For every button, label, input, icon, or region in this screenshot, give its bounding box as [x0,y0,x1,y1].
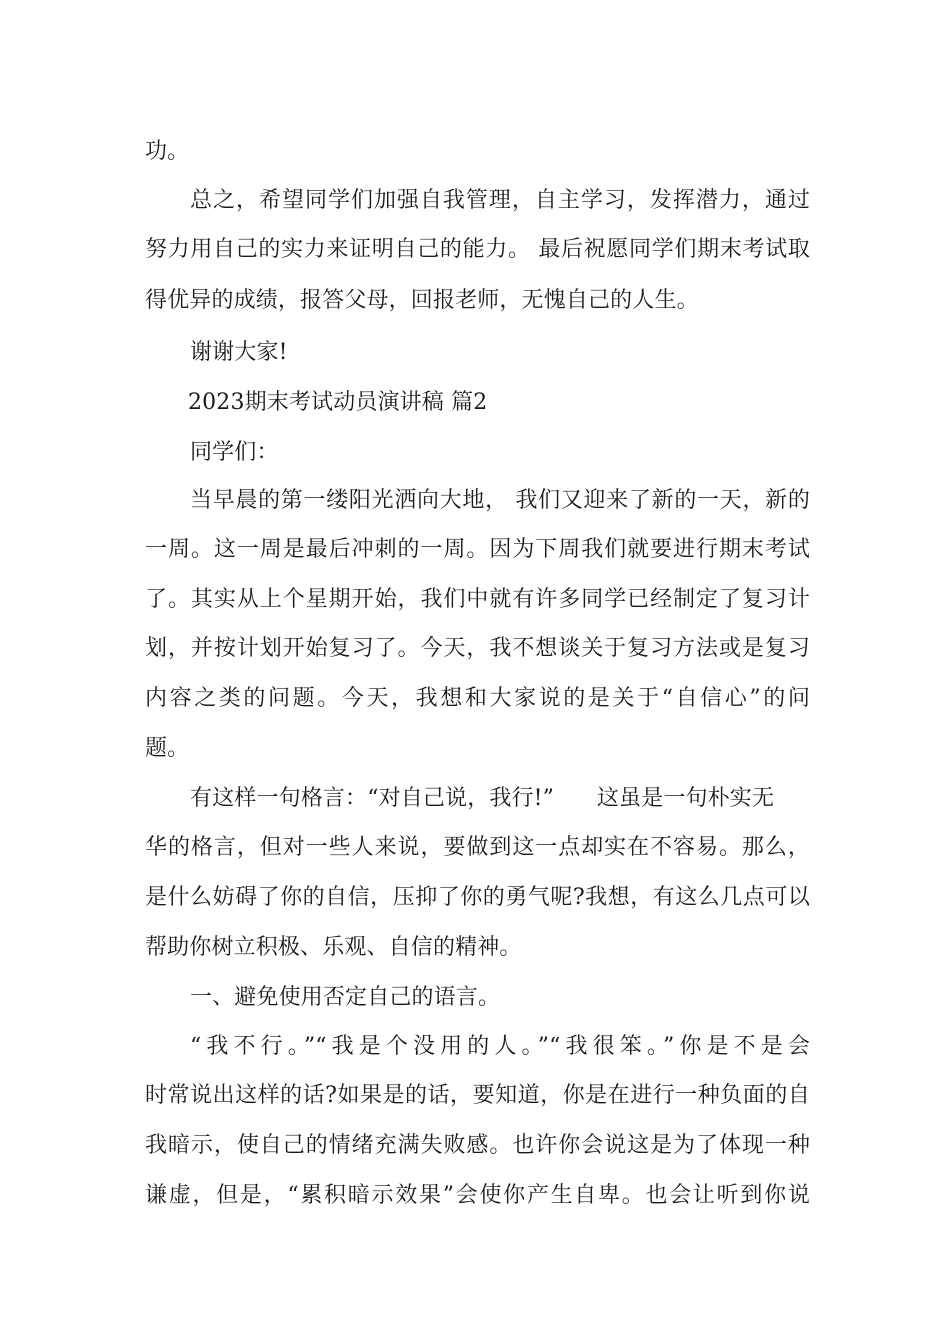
paragraph-line: 总之，希望同学们加强自我管理，自主学习，发挥潜力，通过 [190,188,810,213]
salutation: 同学们： [190,440,279,465]
subheading: 一、避免使用否定自己的语言。 [190,985,501,1010]
paragraph-line: 内容之类的问题。今天，我想和大家说的是关于“自信心”的问 [145,686,810,711]
paragraph-line: 得优异的成绩，报答父母，回报老师，无愧自己的人生。 [145,288,699,313]
paragraph-line: 谦虚，但是，“累积暗示效果”会使你产生自卑。也会让听到你说 [145,1183,810,1208]
paragraph-line: 划，并按计划开始复习了。今天，我不想谈关于复习方法或是复习 [145,636,810,661]
paragraph-line: 我暗示，使自己的情绪充满失败感。也许你会说这是为了体现一种 [145,1133,810,1158]
paragraph-line: 题。 [145,736,190,761]
paragraph-line: 了。其实从上个星期开始，我们中就有许多同学已经制定了复习计 [145,587,810,612]
paragraph-line: 帮助你树立积极、乐观、自信的精神。 [145,935,522,960]
section-heading: 2023期末考试动员演讲稿 篇2 [188,390,488,415]
closing-line: 谢谢大家! [190,340,288,365]
paragraph-line: 当早晨的第一缕阳光洒向大地， 我们又迎来了新的一天，新的 [190,488,810,513]
paragraph-line: 努力用自己的实力来证明自己的能力。 最后祝愿同学们期末考试取 [145,237,810,262]
paragraph-line: 一周。这一周是最后冲刺的一周。因为下周我们就要进行期末考试 [145,537,810,562]
paragraph-line: “我不行。”“我是个没用的人。”“我很笨。”你是不是会 [190,1034,810,1059]
paragraph-line: 有这样一句格言：“对自己说，我行!” 这虽是一句朴实无 [190,786,775,811]
paragraph-line: 是什么妨碍了你的自信，压抑了你的勇气呢?我想，有这么几点可以 [145,885,810,910]
paragraph-line: 功。 [145,139,190,164]
paragraph-line: 华的格言，但对一些人来说，要做到这一点却实在不容易。那么， [145,835,810,860]
paragraph-line: 时常说出这样的话?如果是的话，要知道，你是在进行一种负面的自 [145,1083,810,1108]
